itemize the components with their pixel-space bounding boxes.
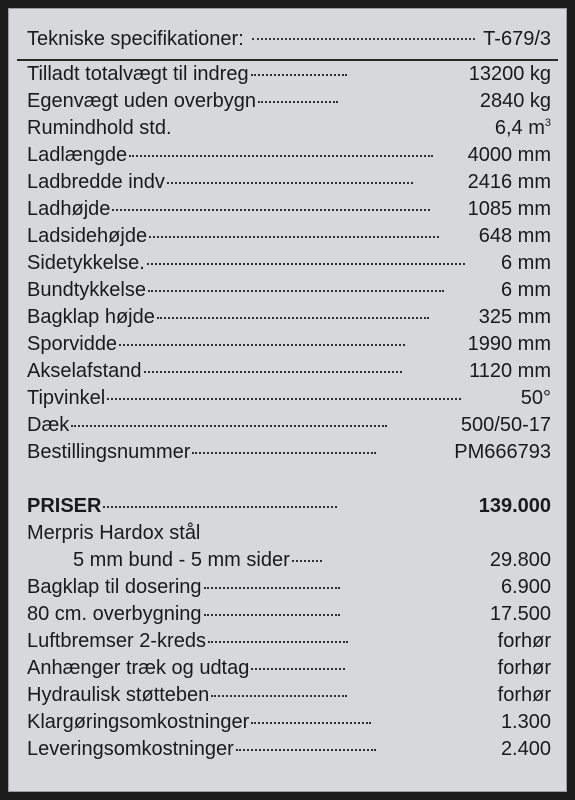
price-value: 2.400 [500,738,551,760]
leader-dots [71,425,387,427]
price-row [27,601,551,628]
spec-value: 6 mm [501,252,551,274]
leader-dots [144,371,402,373]
leader-dots [192,452,376,454]
spec-value: 50° [520,387,551,409]
spec-label: Bundtykkelse [27,279,146,301]
leader-dots [148,290,444,292]
spec-sheet [8,8,567,792]
spec-value: 6 mm [501,279,551,301]
leader-dots [103,506,337,508]
spec-label: Tilladt totalvægt til indreg [27,63,249,85]
base-price: 139.000 [478,495,551,517]
price-row [27,682,551,709]
hardox-row [27,520,551,547]
leader-dots [208,641,348,643]
spec-value: 1085 mm [467,198,551,220]
leader-dots [251,722,371,724]
spec-value: 2840 kg [479,90,551,112]
leader-dots [167,182,413,184]
price-value: 17.500 [489,603,551,625]
price-value: forhør [497,657,551,679]
price-row [27,574,551,601]
leader-dots [147,263,465,265]
leader-dots [204,587,340,589]
price-value: forhør [497,630,551,652]
leader-dots [236,749,376,751]
spec-value: 325 mm [478,306,551,328]
spec-label: Dæk [27,414,70,436]
price-row [27,628,551,655]
leader-dots [251,668,345,670]
spec-value: 1990 mm [467,333,551,355]
leader-dots [119,344,405,346]
spec-row [27,115,551,142]
leader-dots [149,236,439,238]
spec-label: Bestillingsnummer [27,441,191,463]
spec-label: Rumindhold std. [27,117,172,139]
price-label: Leveringsomkostninger [27,738,234,760]
price-value: forhør [497,684,551,706]
model-code: T-679/3 [483,28,551,50]
spec-row [27,169,551,196]
spec-value: 6,4 $m^3$ [494,117,551,139]
leader-dots [211,695,347,697]
spec-value: 4000 mm [467,144,551,166]
spec-row [27,385,551,412]
leader-dots [204,614,340,616]
spec-row [27,412,551,439]
spec-row [27,142,551,169]
spec-value: 13200 kg [468,63,551,85]
leader-dots [157,317,429,319]
spec-row [27,61,551,88]
spec-label: Bagklap højde [27,306,155,328]
price-value: 1.300 [500,711,551,733]
price-label: 5 mm bund - 5 mm sider [73,549,290,571]
spec-label: Egenvægt uden overbygn [27,90,257,112]
spec-row [27,223,551,250]
price-value: 29.800 [489,549,551,571]
price-label: Klargøringsomkostninger [27,711,250,733]
spec-label: Tipvinkel [27,387,106,409]
spec-list [27,61,551,763]
spec-value: 1120 mm [469,360,551,382]
leader-dots [251,74,347,76]
price-row [27,736,551,763]
spec-label: Sporvidde [27,333,118,355]
spec-row [27,88,551,115]
spec-row [27,277,551,304]
leader-dots [252,38,475,40]
hardox-label: Merpris Hardox stål [27,522,201,544]
spec-row [27,358,551,385]
spec-label: Ladlængde [27,144,128,166]
spec-value: 648 mm [478,225,551,247]
spec-row [27,250,551,277]
price-label: Hydraulisk støtteben [27,684,210,706]
spec-value: 500/50-17 [460,414,551,436]
spec-label: Sidetykkelse. [27,252,145,274]
spec-row [27,331,551,358]
spec-title: Tekniske specifikationer: [27,28,244,50]
spec-label: Ladbredde indv [27,171,165,193]
spec-row [27,304,551,331]
price-value: 6.900 [500,576,551,598]
spec-label: Ladhøjde [27,198,111,220]
price-row [27,655,551,682]
spec-value: 2416 mm [467,171,551,193]
price-label: Luftbremser 2-kreds [27,630,206,652]
leader-dots [107,398,461,400]
leader-dots [258,101,338,103]
spec-value: PM666793 [454,441,551,463]
prices-title: PRISER [27,495,102,517]
spec-label: Ladsidehøjde [27,225,148,247]
leader-dots [129,155,433,157]
price-label: Anhænger træk og udtag [27,657,250,679]
spec-header [27,25,551,53]
spec-row [27,196,551,223]
price-row [27,709,551,736]
leader-dots [112,209,430,211]
leader-dots [292,560,322,562]
price-label: 80 cm. overbygning [27,603,202,625]
spec-label: Akselafstand [27,360,142,382]
spec-row [27,439,551,466]
price-label: Bagklap til dosering [27,576,202,598]
prices-header-row [27,493,551,520]
price-row [27,547,551,574]
